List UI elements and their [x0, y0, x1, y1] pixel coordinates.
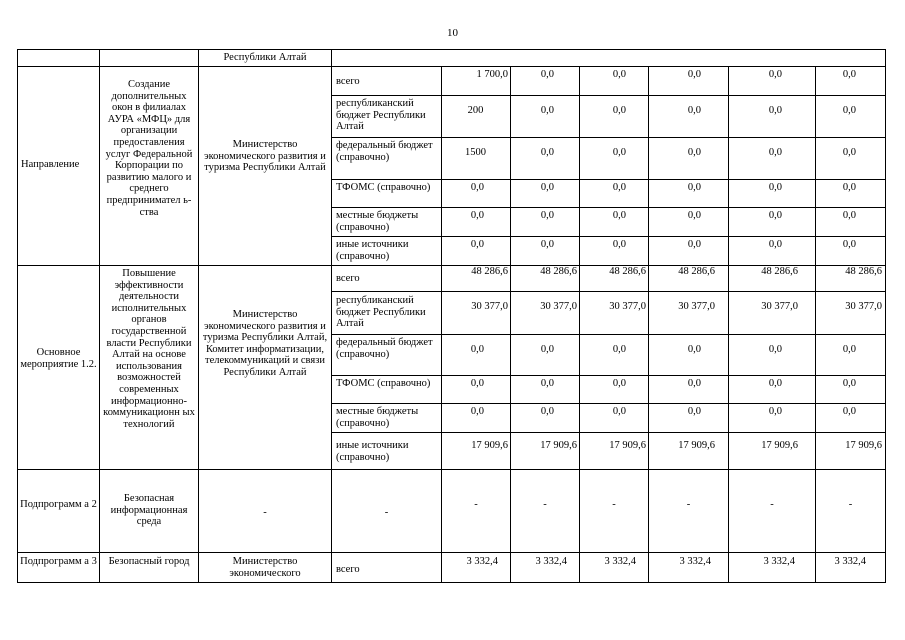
value-cell: 30 377,0: [609, 301, 646, 312]
value-cell: 0,0: [470, 406, 484, 417]
value-cell: 30 377,0: [540, 301, 577, 312]
value-cell: 0,0: [842, 182, 856, 193]
value-cell: 1500: [465, 147, 486, 158]
value-cell: 0,0: [470, 239, 484, 250]
value-cell: 17 909,6: [761, 440, 798, 451]
value-cell: 3 332,4: [535, 556, 567, 567]
value-cell: 48 286,6: [761, 266, 798, 277]
executor-cell: Министерство экономического развития и туризма Республики Алтай: [204, 139, 326, 174]
value-cell: -: [770, 499, 774, 510]
executor-cell: Министерство экономического: [229, 556, 301, 579]
value-cell: 0,0: [768, 239, 782, 250]
value-cell: 0,0: [687, 69, 701, 80]
value-cell: 17 909,6: [845, 440, 882, 451]
value-cell: 0,0: [687, 239, 701, 250]
value-cell: 0,0: [612, 210, 626, 221]
row-label: Направление: [21, 159, 80, 170]
value-cell: 3 332,4: [466, 556, 498, 567]
source-cell: ТФОМС (справочно): [336, 182, 431, 193]
value-cell: 0,0: [687, 147, 701, 158]
value-cell: 1 700,0: [476, 69, 508, 80]
value-cell: -: [543, 499, 547, 510]
value-cell: 30 377,0: [761, 301, 798, 312]
row-label: Основное мероприятие 1.2.: [20, 347, 97, 370]
measure-name: Безопасный город: [108, 556, 190, 567]
source-cell: местные бюджеты (справочно): [336, 210, 419, 233]
value-cell: 0,0: [842, 105, 856, 116]
value-cell: 0,0: [470, 344, 484, 355]
value-cell: 30 377,0: [845, 301, 882, 312]
value-cell: 0,0: [687, 182, 701, 193]
value-cell: -: [612, 499, 616, 510]
value-cell: 0,0: [612, 147, 626, 158]
source-cell: всего: [336, 273, 360, 284]
source-cell: республиканский бюджет Республики Алтай: [336, 295, 426, 330]
value-cell: 0,0: [612, 69, 626, 80]
source-cell: иные источники (справочно): [336, 239, 409, 262]
value-cell: 3 332,4: [834, 556, 866, 567]
executor-cell: -: [263, 507, 267, 518]
value-cell: 0,0: [768, 210, 782, 221]
value-cell: 17 909,6: [678, 440, 715, 451]
value-cell: 0,0: [842, 239, 856, 250]
value-cell: 0,0: [540, 147, 554, 158]
row-label: Подпрограмм а 2: [20, 499, 97, 510]
value-cell: 48 286,6: [845, 266, 882, 277]
source-cell: -: [384, 507, 389, 518]
value-cell: 0,0: [842, 378, 856, 389]
source-cell: местные бюджеты (справочно): [336, 406, 419, 429]
value-cell: 0,0: [612, 344, 626, 355]
executor-cell: Министерство экономического развития и туризма Республики Алтай, Комитет информатизации, телекоммуникаций и связи Республики Алтай: [202, 309, 328, 378]
value-cell: 30 377,0: [471, 301, 508, 312]
source-cell: иные источники (справочно): [336, 440, 409, 463]
value-cell: 0,0: [768, 69, 782, 80]
value-cell: 0,0: [612, 105, 626, 116]
value-cell: -: [848, 499, 853, 510]
value-cell: 0,0: [768, 344, 782, 355]
value-cell: 0,0: [540, 344, 554, 355]
source-cell: федеральный бюджет (справочно): [336, 140, 433, 163]
value-cell: -: [686, 499, 691, 510]
row-label: Подпрограмм а 3: [20, 556, 97, 567]
value-cell: 48 286,6: [609, 266, 646, 277]
value-cell: 3 332,4: [763, 556, 795, 567]
value-cell: 0,0: [768, 105, 782, 116]
source-cell: всего: [336, 76, 360, 87]
value-cell: 48 286,6: [471, 266, 508, 277]
value-cell: 0,0: [540, 239, 554, 250]
measure-name: Безопасная информационная среда: [110, 493, 188, 528]
value-cell: 0,0: [768, 406, 782, 417]
value-cell: 0,0: [612, 239, 626, 250]
value-cell: 0,0: [470, 182, 484, 193]
value-cell: 0,0: [842, 147, 856, 158]
value-cell: 0,0: [768, 182, 782, 193]
value-cell: 3 332,4: [679, 556, 711, 567]
page-number: 10: [447, 27, 458, 39]
value-cell: 0,0: [470, 378, 484, 389]
value-cell: 0,0: [842, 344, 856, 355]
value-cell: 0,0: [540, 210, 554, 221]
value-cell: 0,0: [768, 147, 782, 158]
value-cell: 0,0: [842, 210, 856, 221]
value-cell: 0,0: [842, 406, 856, 417]
value-cell: 0,0: [540, 378, 554, 389]
value-cell: 48 286,6: [678, 266, 715, 277]
value-cell: 17 909,6: [471, 440, 508, 451]
executor-cell: Республики Алтай: [223, 52, 307, 63]
source-cell: республиканский бюджет Республики Алтай: [336, 98, 426, 133]
source-cell: федеральный бюджет (справочно): [336, 337, 433, 360]
value-cell: 0,0: [612, 182, 626, 193]
value-cell: 0,0: [687, 378, 701, 389]
value-cell: 0,0: [842, 69, 856, 80]
value-cell: 0,0: [687, 406, 701, 417]
value-cell: 30 377,0: [678, 301, 715, 312]
value-cell: 0,0: [768, 378, 782, 389]
value-cell: 0,0: [612, 406, 626, 417]
value-cell: 200: [467, 105, 484, 116]
value-cell: 0,0: [687, 210, 701, 221]
value-cell: 0,0: [540, 105, 554, 116]
source-cell: ТФОМС (справочно): [336, 378, 431, 389]
value-cell: 0,0: [540, 406, 554, 417]
measure-name: Повышение эффективности деятельности исполнительных органов государственной власти Республики Алтай на основе использования возможностей современных информационно-коммуникационн ых технологий: [103, 268, 195, 430]
value-cell: 0,0: [540, 182, 554, 193]
value-cell: 0,0: [612, 378, 626, 389]
value-cell: 0,0: [687, 344, 701, 355]
value-cell: -: [474, 499, 478, 510]
value-cell: 48 286,6: [540, 266, 577, 277]
value-cell: 0,0: [470, 210, 484, 221]
value-cell: 0,0: [540, 69, 554, 80]
value-cell: 17 909,6: [540, 440, 577, 451]
value-cell: 3 332,4: [604, 556, 636, 567]
source-cell: всего: [336, 564, 360, 575]
measure-name: Создание дополнительных окон в филиалах АУРА «МФЦ» для организации предоставления услуг Федеральной Корпорации по развитию малого и среднего предпринимател ь-ства: [105, 79, 193, 218]
value-cell: 17 909,6: [609, 440, 646, 451]
value-cell: 0,0: [687, 105, 701, 116]
